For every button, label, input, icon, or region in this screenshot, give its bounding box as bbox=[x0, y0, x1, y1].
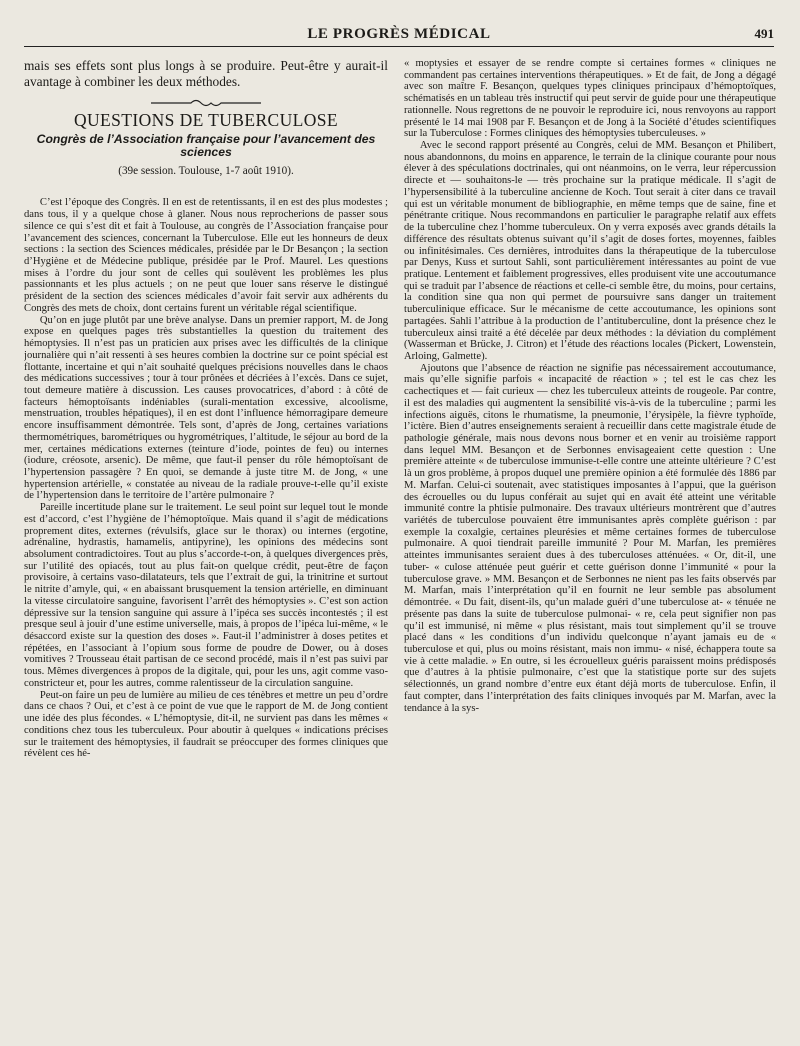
continued-text: mais ses effets sont plus longs à se produire. Peut-être y aurait-il avantage à combiner les deux méthodes. bbox=[24, 58, 388, 89]
paragraph: « moptysies et essayer de se rendre compte si certaines formes « cliniques ne commandent pas certaines interventions thérapeutiques. » Et de fait, de Jong a dégagé avec son maître F. Besançon, quelques types cliniques principaux d’hémoptoïques, schématisés en un tableau très instructif qui peut servir de guide pour une thérapeutique rationnelle. Nous regrettons de ne pouvoir le reproduire ici, nous renvoyons au rapport présenté le 14 mai 1908 par F. Besançon et de Jong à la Société d’études scientifiques sur la Tuberculose : Formes cliniques des hémoptysies tuberculeuses. » bbox=[404, 58, 776, 140]
paragraph: Ajoutons que l’absence de réaction ne signifie pas nécessairement accoutumance, mais qu’elle signifie parfois « incapacité de réaction » ; tel est le cas chez les cachectiques et — fait curieux — chez les tuberculeux atteints de rougeole. Par contre, il est des maladies qui augmentent la sensibilité vis-à-vis de la tuberculine ; parmi les infections aiguës, citons le rhumatisme, la pneumonie, l’érysipèle, la fièvre typhoïde, l’ictère. Bien d’autres enseignements seraient à recueillir dans cette magistrale étude de pathologie générale, mais nous devons nous borner et en venir au troisième rapport dans lequel MM. Besançon et de Serbonnes envisageaient cette question : Une première atteinte « de tuberculose immunise-t-elle contre une atteinte ultérieure ? C’est là un gros problème, à propos duquel une première opinion a été formulée dès 1886 par M. Marfan. Celui-ci soutenait, avec statistiques imposantes à l’appui, que la guérison des écrouelles ou du lupus conférait au sujet qui en avait été atteint une véritable immunité contre la phtisie pulmonaire. Des travaux ultérieurs montrèrent que d’autres variétés de tuberculose pouvaient être immunisantes après complète guérison : par exemple la coxalgie, certaines pleurésies et même certaines formes de tuberculose pulmonaire. A quoi tiendrait pareille immunité ? Pour M. Marfan, les premières atteintes immunisantes seraient dues à des tuberculoses atténuées. « Or, dit-il, une tuber- « culose atténuée peut guérir et cette guérison donne l’immunité « pour la tuberculose grave. » MM. Besançon et de Serbonnes ne nient pas les faits observés par M. Marfan, mais l’interprétation qu’il en fournit ne leur semble pas absolument démontrée. « Du fait, disent-ils, qu’un malade guéri d’une tuberculose at- « ténuée ne présente pas dans la suite de tuberculose pulmonai- « re, cela peut signifier non pas qu’il est immunisé, ni même « plus résistant, mais tout simplement qu’il se trouve placé dans « les conditions d’un individu quelconque n’ayant jamais eu de « tuberculose et qui, plus ou moins résistant, mais non immu- « nisé, échappera toute sa vie à cette maladie. » En outre, si les écrouelleux guéris paraissent moins prédisposés que d’autres à la phtisie pulmonaire, c’est que la statistique porte sur des sujets sélectionnés, un grand nombre d’entre eux étant déjà morts de tuberculose. Enfin, il faut compter, dans l’interprétation des faits cliniques invoqués par M. Marfan, avec la tendance à la sys- bbox=[404, 362, 776, 714]
section-subtitle: Congrès de l’Association française pour l’avancement des sciences bbox=[36, 131, 376, 160]
page-header bbox=[24, 22, 774, 47]
paragraph: Pareille incertitude plane sur le traitement. Le seul point sur lequel tout le monde est d’accord, c’est l’hygiène de l’hémoptoïque. Mais quand il s’agit de médications proprement dites, externes (révulsifs, glace sur le thorax) ou internes (ergotine, adrénaline, hydrastis, hamamelis, antipyrine), les opinions des médecins sont absolument contradictoires. Tout au plus s’accorde-t-on, à quelques divergences près, sur l’utilité des opiacés, tout au plus fait-on quelque crédit, peut-être de façon provisoire, à certains vaso-dilatateurs, tels que l’extrait de gui, la trinitrine et surtout le nitrite d’amyle, qui, « en abaissant brusquement la tension artérielle, en diminuant la vitesse circulatoire sanguine, favorisent l’arrêt des hémoptysies ». C’est son action dépressive sur la tension sanguine qui assure à l’ipéca ses succès incontestés ; il est presque seul à jouir d’une estime universelle, mais, à propos de l’ipéca lui-même, « le désaccord existe sur la question des doses ». Faut-il l’administrer à doses petites et répétées, en l’associant à l’opium sous forme de poudre de Dower, ou à doses vomitives ? Trousseau était partisan de ce second procédé, mais il n’est pas suivi par tous. Mêmes divergences à propos de la digitale, qui, pour les uns, agit comme vaso-constricteur et, pour les autres, comme ralentisseur de la circulation sanguine. bbox=[24, 502, 388, 689]
page-number: 491 bbox=[754, 26, 774, 41]
paragraph: Qu’on en juge plutôt par une brève analyse. Dans un premier rapport, M. de Jong expose en quelques pages très substantielles la question du traitement des hémoptysies. Il n’est pas un praticien aux prises avec les difficultés de la clinique journalière qui n’ait ressenti à ses heures combien la doctrine sur ce point spécial est flottante, incertaine et qui n’ait souhaité quelques précisions nouvelles dans le chaos des médications successives ; tour à tour prônées et décriées à l’excès. Dans ce sujet, tout demeure matière à discussion. Les causes provocatrices, d’abord : à côté de facteurs hémoptoïsants indéniables (surali-mentation excessive, alcoolisme, menstruation, troubles hépatiques), il en est dont l’influence hémorragipare demeure encore insuffisamment démontrée. Tels sont, d’après de Jong, certaines variations thermométriques, barométriques ou hygrométriques, l’altitude, le séjour au bord de la mer, certaines médications externes (teinture d’iode, pointes de feu) ou internes (iodure, créosote, arsenic). De même, que faut-il penser du rôle hémoptoïsant de l’hypertension passagère ? En quoi, se demande à juste titre M. de Jong, « une hypertension artérielle, « constatée au niveau de la radiale prouve-t-elle qu’il existe de l’hypertension dans le territoire de l’artère pulmonaire ? bbox=[24, 314, 388, 502]
left-column bbox=[24, 58, 388, 1038]
paragraph: Peut-on faire un peu de lumière au milieu de ces ténèbres et mettre un peu d’ordre dans ce chaos ? Oui, et c’est à ce point de vue que le rapport de M. de Jong contient une idée des plus fécondes. « L’hémoptysie, dit-il, ne survient pas dans les mêmes « conditions chez tous les tuberculeux. Pour aboutir à quelques « indications précises sur le traitement des hémoptysies, il faudrait se préoccuper des formes cliniques que révèlent ces hé- bbox=[24, 689, 388, 760]
section-title: QUESTIONS DE TUBERCULOSE bbox=[73, 110, 338, 130]
right-column bbox=[404, 58, 776, 1038]
ornament-divider-icon bbox=[24, 97, 388, 109]
running-title: LE PROGRÈS MÉDICAL bbox=[307, 26, 491, 42]
paragraph: C’est l’époque des Congrès. Il en est de retentissants, il en est des plus modestes ; dans tous, il y a quelque chose à glaner. Nous nous reprocherions de passer sous silence ce qui s’est dit et fait à Toulouse, au congrès de l’Association française pour l’avancement des sciences, concernant la Tuberculose. Elle eut les honneurs de deux sections : la section des Sciences médicales, présidée par le Dr Besançon ; la section d’Hygiène et de Médecine publique, présidée par le Prof. Maurel. Les questions mises à l’ordre du jour sont de celles qui soulèvent les problèmes les plus passionnants et les plus actuels ; on ne peut que louer sans réserve le distingué président de la section des sciences médicales d’avoir fait servir aux adhérents du Congrès des mets de choix, dont certains furent un véritable régal scientifique. bbox=[24, 197, 388, 314]
paragraph: Avec le second rapport présenté au Congrès, celui de MM. Besançon et Philibert, nous abandonnons, du moins en apparence, le terrain de la clinique courante pour nous élever à des spéculations doctrinales, qui ont néanmoins, on le verra, leur répercussion directe et — souhaitons-le — très prochaine sur la pratique médicale. Il s’agit de l’hypersensibilité à la tuberculine ancienne de Koch. Tout serait à citer dans ce travail qui est un véritable monument de bibliographie, en même temps que de saine, fine et pénétrante critique. Nous recommandons en particulier le paragraphe relatif aux effets de la tuberculine chez l’homme tuberculeux. On y verra exposés avec grands détails la différence des résultats obtenus suivant qu’il s’agit de doses fortes, moyennes, faibles ou infinitésimales. Ces dernières, introduites dans la thérapeutique de la tuberculose par Denys, Kuss et surtout Sahli, sont particulièrement intéressantes au point de vue pratique. Lentement et faiblement progressives, elles produisent vite une accoutumance qui se traduit par l’absence de réactions et celle-ci semble être, du moins, pour certains, la condition sine qua non qui permet de poursuivre sans danger un traitement tuberculinique efficace. Sur le mécanisme de cette accoutumance, les opinions sont partagées. Sahli l’attribue à la production de l’antituberculine, dont la présence chez le tuberculeux ainsi traité a été décelée par deux méthodes : la déviation du complément (Wasserman et Brücke, J. Citron) et l’étude des réactions locales (Pickert, Lowenstein, Arloing, Galmette). bbox=[404, 140, 776, 362]
session-info: (39e session. Toulouse, 1-7 août 1910). bbox=[118, 164, 294, 177]
